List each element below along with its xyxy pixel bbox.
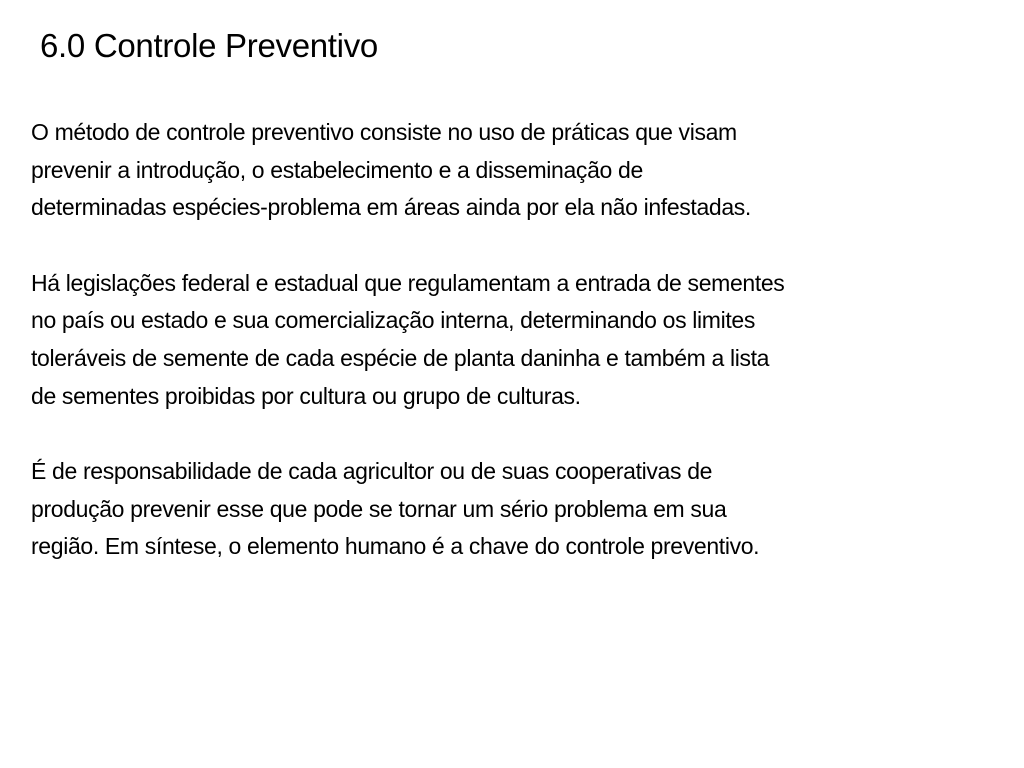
slide-title: 6.0 Controle Preventivo bbox=[40, 27, 378, 64]
paragraph-responsibility bbox=[31, 453, 1006, 566]
text-line: Há legislações federal e estadual que regulamentam a entrada de sementes bbox=[31, 269, 785, 296]
text-line: produção prevenir esse que pode se tornar um sério problema em sua bbox=[31, 495, 727, 522]
paragraph-preventive-method bbox=[31, 114, 1006, 227]
text-line: de sementes proibidas por cultura ou grupo de culturas. bbox=[31, 382, 581, 409]
slide-body bbox=[31, 114, 1006, 604]
text-line: no país ou estado e sua comercialização interna, determinando os limites bbox=[31, 307, 755, 334]
text-line: região. Em síntese, o elemento humano é a chave do controle preventivo. bbox=[31, 533, 760, 560]
paragraph-legislation bbox=[31, 265, 1006, 415]
text-line: O método de controle preventivo consiste no uso de práticas que visam bbox=[31, 119, 737, 145]
text-line: determinadas espécies-problema em áreas ainda por ela não infestadas. bbox=[31, 194, 751, 221]
text-line: toleráveis de semente de cada espécie de planta daninha e também a lista bbox=[31, 344, 770, 371]
text-line: prevenir a introdução, o estabelecimento e a disseminação de bbox=[31, 156, 643, 183]
text-line: É de responsabilidade de cada agricultor ou de suas cooperativas de bbox=[31, 458, 713, 485]
